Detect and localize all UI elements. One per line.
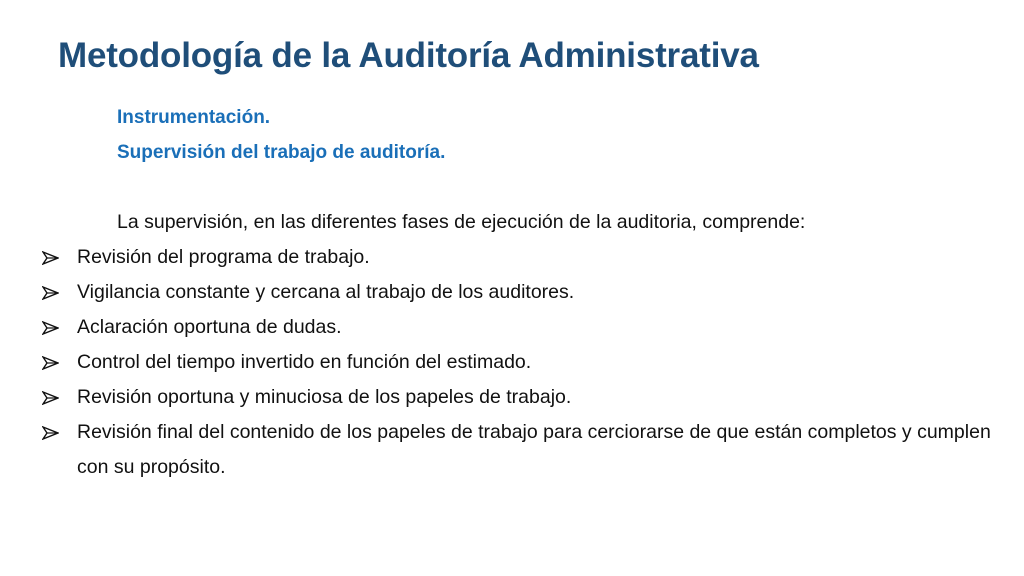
- intro-paragraph: La supervisión, en las diferentes fases de ejecución de la auditoria, comprende:: [117, 211, 806, 233]
- list-item: [40, 275, 1015, 310]
- slide-title: Metodología de la Auditoría Administrativa: [58, 36, 759, 75]
- bullet-text: Aclaración oportuna de dudas.: [77, 316, 342, 338]
- list-item: [40, 380, 1015, 415]
- bullet-text: Revisión oportuna y minuciosa de los papeles de trabajo.: [77, 386, 572, 408]
- subheadings: [117, 100, 445, 170]
- arrowhead-bullet-icon: [42, 251, 59, 265]
- arrowhead-bullet-icon: [42, 356, 59, 370]
- arrowhead-bullet-icon: [42, 286, 59, 300]
- list-item: [40, 415, 1015, 485]
- bullet-text: Vigilancia constante y cercana al trabajo de los auditores.: [77, 281, 575, 303]
- bullet-text: Control del tiempo invertido en función del estimado.: [77, 351, 532, 373]
- subheading-supervision: Supervisión del trabajo de auditoría.: [117, 142, 446, 163]
- list-item: [40, 310, 1015, 345]
- bullet-text: Revisión final del contenido de los papeles de trabajo para cerciorarse de que están completos y cumplen con su propósito.: [77, 421, 991, 478]
- arrowhead-bullet-icon: [42, 426, 59, 440]
- arrowhead-bullet-icon: [42, 321, 59, 335]
- arrowhead-bullet-icon: [42, 391, 59, 405]
- slide-body: [40, 205, 1015, 485]
- subheading-instrumentacion: Instrumentación.: [117, 107, 271, 128]
- bullet-list: [40, 240, 1015, 485]
- bullet-text: Revisión del programa de trabajo.: [77, 246, 370, 268]
- list-item: [40, 345, 1015, 380]
- list-item: [40, 240, 1015, 275]
